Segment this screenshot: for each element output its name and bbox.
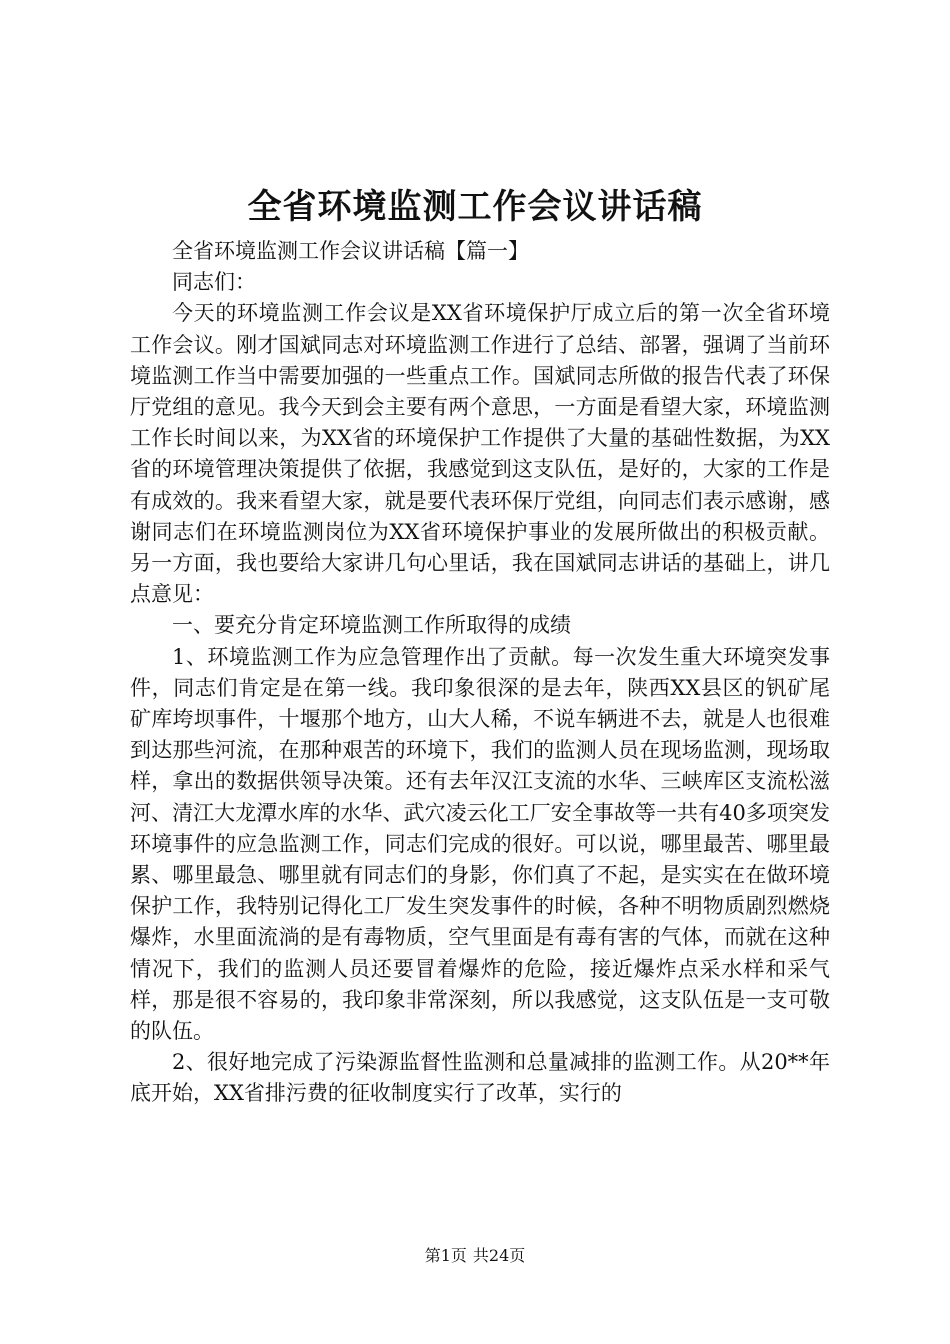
page-footer (0, 1244, 950, 1268)
page-total: 共24页 (472, 1246, 526, 1265)
paragraph-opening: 今天的环境监测工作会议是XX省环境保护厅成立后的第一次全省环境工作会议。刚才国斌同志对环境监测工作进行了总结、部署，强调了当前环境监测工作当中需要加强的一些重点工作。国斌同志所做的报告代表了环保厅党组的意见。我今天到会主要有两个意思，一方面是看望大家，环境监测工作长时间以来，为XX省的环境保护工作提供了大量的基础性数据，为XX省的环境管理决策提供了依据，我感觉到这支队伍，是好的，大家的工作是有成效的。我来看望大家，就是要代表环保厅党组，向同志们表示感谢，感谢同志们在环境监测岗位为XX省环境保护事业的发展所做出的积极贡献。另一方面，我也要给大家讲几句心里话，我在国斌同志讲话的基础上，讲几点意见： (130, 301, 830, 607)
page-number: 第1页 (424, 1246, 467, 1265)
document-body (130, 236, 830, 1110)
paragraph-salutation: 同志们： (172, 270, 256, 295)
paragraph-section-heading: 全省环境监测工作会议讲话稿【篇一】 (172, 239, 529, 263)
paragraph-point-one: 1、环境监测工作为应急管理作出了贡献。每一次发生重大环境突发事件，同志们肯定是在第一线。我印象很深的是去年，陕西XX县区的钒矿尾矿库垮坝事件，十堰那个地方，山大人稀，不说车辆进不去，就是人也很难到达那些河流，在那种艰苦的环境下，我们的监测人员在现场监测，现场取样，拿出的数据供领导决策。还有去年汉江支流的水华、三峡库区支流松滋河、清江大龙潭水库的水华、武穴凌云化工厂安全事故等一共有40多项突发环境事件的应急监测工作，同志们完成的很好。可以说，哪里最苦、哪里最累、哪里最急、哪里就有同志们的身影，你们真了不起，是实实在在做环境保护工作，我特别记得化工厂发生突发事件的时候，各种不明物质剧烈燃烧爆炸，水里面流淌的是有毒物质，空气里面是有毒有害的气体，而就在这种情况下，我们的监测人员还要冒着爆炸的危险，接近爆炸点采水样和采气样，那是很不容易的，我印象非常深刻，所以我感觉，这支队伍是一支可敬的队伍。 (130, 644, 830, 1044)
document-title: 全省环境监测工作会议讲话稿 (247, 187, 703, 227)
paragraph-heading-one: 一、要充分肯定环境监测工作所取得的成绩 (172, 613, 571, 638)
paragraph-point-two: 2、很好地完成了污染源监督性监测和总量减排的监测工作。从20**年底开始，XX省排污费的征收制度实行了改革，实行的 (130, 1050, 830, 1106)
